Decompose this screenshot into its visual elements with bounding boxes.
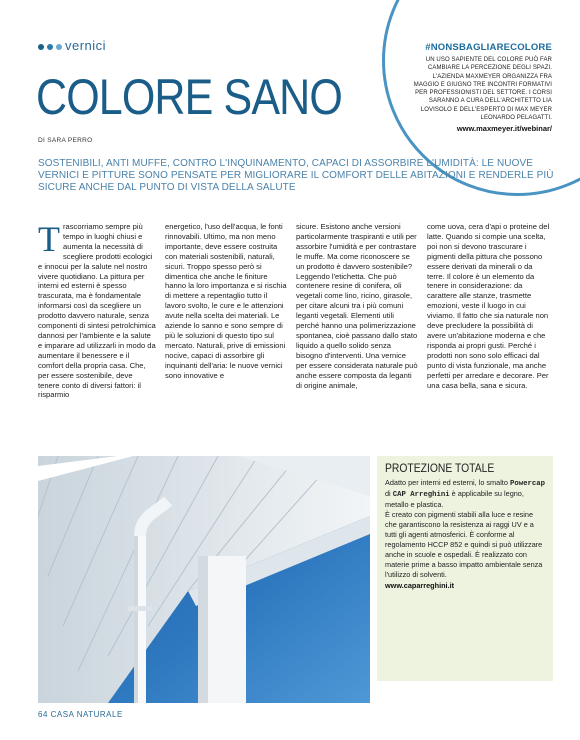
box-text-run: Adatto per interni ed esterni, lo smalto <box>385 478 510 487</box>
dot-icon <box>56 44 62 50</box>
box-title: PROTEZIONE TOTALE <box>385 463 495 475</box>
sidebar-link[interactable]: www.maxmeyer.it/webinar/ <box>456 124 552 134</box>
body-column-1 <box>38 219 156 400</box>
box-brand: Powercap <box>509 480 545 488</box>
box-paragraph-1 <box>385 478 545 510</box>
magazine-name: CASA NATURALE <box>50 710 123 719</box>
page-number: 64 <box>38 710 48 719</box>
lead-paragraph: SOSTENIBILI, ANTI MUFFE, CONTRO L'INQUINAMENTO, CAPACI DI ASSORBIRE L'UMIDITÀ: LE NUOVE VERNICI E PITTURE SONO PENSATE PER MIGLIORARE IL COMFORT DELLE ABITAZIONI E RENDERLE PIÙ SICURE ANCHE DAL PUNTO DI VISTA DELLA SALUTE <box>38 158 554 193</box>
box-link[interactable]: www.caparreghini.it <box>385 581 455 590</box>
page-title-text: COLORE SANO <box>36 69 342 124</box>
dot-icon <box>38 44 44 50</box>
box-text-run: di <box>385 489 393 498</box>
photo-illustration <box>38 456 370 703</box>
body-column-2: energetico, l'uso dell'acqua, le fonti rinnovabili. Ultimo, ma non meno importante, deve essere costruita con materiali sostenibili, naturali, sicuri. Troppo spesso però si dimentica che anche le finiture hanno la loro importanza e si rischia di mettere a repentaglio tutto il lavoro svolto, le cure e le attenzioni avute nella scelta dei materiali. Le aziende lo sanno e sono sempre di più le soluzioni di questo tipo sul mercato. Naturali, prive di emissioni nocive, capaci di assorbire gli inquinanti dell'aria: le nuove vernici sono innovative e <box>165 222 287 380</box>
box-paragraph-2: È creato con pigmenti stabili alla luce e resine che garantiscono la resistenza ai raggi UV e a tutti gli agenti atmosferici. È conforme al regolamento HCCP 852 e quindi si può utilizzare anche in scuole e ospedali. È realizzato con materie prime a basso impatto ambientale senza l'utilizzo di solventi. <box>385 510 543 579</box>
author-byline: DI SARA PERRO <box>38 137 93 144</box>
box-text <box>385 478 545 580</box>
box-company: CAP Arreghini <box>392 491 450 499</box>
title-container <box>36 68 406 124</box>
sidebar-text: UN USO SAPIENTE DEL COLORE PUÒ FAR CAMBIARE LA PERCEZIONE DEGLI SPAZI. L'AZIENDA MAXMEYER ORGANIZZA FRA MAGGIO E GIUGNO TRE INCONTRI FORMATIVI PER PROFESSIONISTI DEL SETTORE. I CORSI SARANNO A CURA DELL'ARCHITETTO LIA LOVISOLO E DELL'ESPERTO DI MAX MEYER LEONARDO PELAGATTI. <box>413 57 552 122</box>
house-eaves-photo <box>38 456 370 703</box>
box-text-run: è applicabile su legno, metallo e plastica. <box>385 489 524 509</box>
sidebar-content <box>412 42 552 133</box>
body-column-4: come uova, cera d'api o proteine del latte. Quando si compie una scelta, poi non si devono trascurare i pigmenti della pittura che possono essere derivati da minerali o da terre. Il colore è un elemento da tenere in considerazione: da carattere alle stanze, trasmette emozioni, veste il luogo in cui viviamo. Il fatto che sia naturale non deve precludere la possibilità di avere un'abitazione moderna e che risponda ai propri gusti. Perché i prodotti non sono solo efficaci dal punto di vista funzionale, ma anche perfetti per arredare e decorare. Per una casa bella, sana e sicura. <box>427 222 550 390</box>
drop-cap: T <box>38 219 60 259</box>
body-text: rascorriamo sempre più tempo in luoghi chiusi e aumenta la necessità di scegliere prodotti ecologici e innocui per la salute nel nostro vivere quotidiano. La pittura per interni ed esterni è spesso trascurata, ma è fondamentale informarsi così da scegliere un prodotto davvero naturale, senza componenti di sintesi petrolchimica dannosi per l'ambiente e la salute e imparare ad utilizzarli in modo da aumentare il benessere e il comfort della propria casa. Che, per essere sostenibile, deve tenere conto di diversi fattori: il risparmio <box>38 222 156 400</box>
section-dots-icon <box>38 44 62 50</box>
body-column-3: sicure. Esistono anche versioni particolarmente traspiranti e utili per assorbire l'umidità e per contrastare le muffe. Ma come riconoscere se un prodotto è davvero sostenibile? Leggendo l'etichetta. Che può contenere resine di conifera, oli vegetali come lino, ricino, girasole, per citare alcuni tra i più comuni leganti vegetali. Elementi utili perché hanno una polimerizzazione spontanea, cioè passano dallo stato liquido a quello solido senza bisogno d'interventi. Una vernice per essere considerata naturale può anche essere composta da leganti di origine animale, <box>296 222 418 390</box>
page-footer <box>38 710 123 719</box>
sidebar-hashtag: #NONSBAGLIARECOLORE <box>425 42 552 53</box>
section-label: vernici <box>65 38 107 53</box>
info-box <box>377 456 553 681</box>
page-title <box>36 69 392 124</box>
dot-icon <box>47 44 53 50</box>
